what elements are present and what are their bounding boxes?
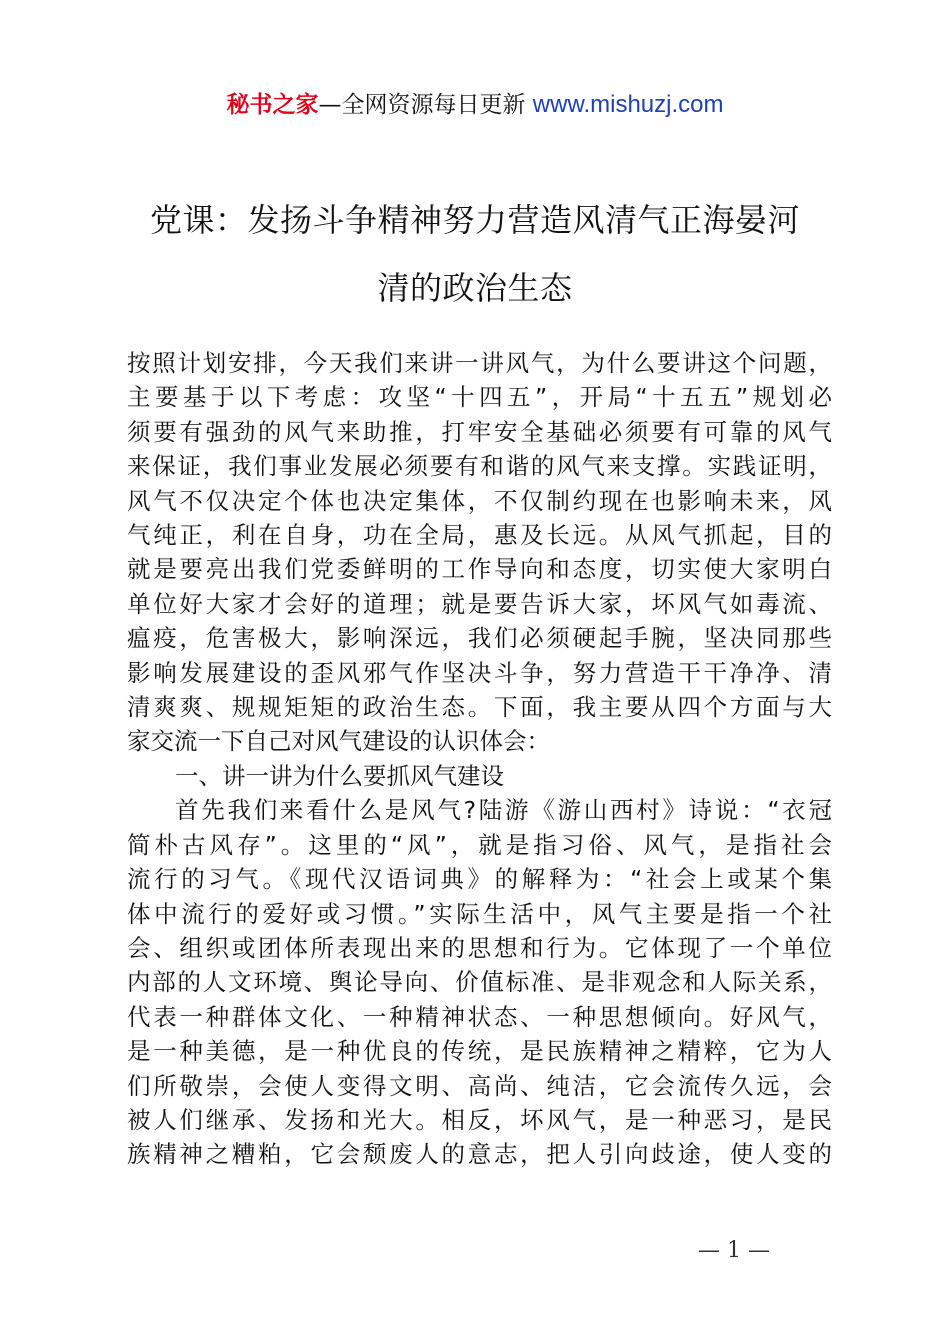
section-heading-1: 一、讲一讲为什么要抓风气建设 <box>175 761 504 790</box>
body-line: 是一种美德，是一种优良的传统，是民族精神之精粹，它为人 <box>127 1037 832 1066</box>
body-line: 气纯正，利在自身，功在全局，惠及长远。从风气抓起，目的 <box>127 521 832 550</box>
body-line: 来保证，我们事业发展必须要有和谐的风气来支撑。实践证明， <box>127 452 832 481</box>
document-title <box>60 186 890 322</box>
header-dash: — <box>318 92 342 118</box>
body-line: 须要有强劲的风气来助推，打牢安全基础必须要有可靠的风气 <box>127 417 832 446</box>
body-line: 首先我们来看什么是风气?陆游《游山西村》诗说：“衣冠 <box>175 796 832 825</box>
title-line-1: 党课：发扬斗争精神努力营造风清气正海晏河 <box>149 201 800 239</box>
body-line: 族精神之糟粕，它会颓废人的意志，把人引向歧途，使人变的 <box>127 1140 832 1169</box>
body-line: 瘟疫，危害极大，影响深远，我们必须硬起手腕，坚决同那些 <box>127 624 832 653</box>
body-line: 会、组织或团体所表现出来的思想和行为。它体现了一个单位 <box>127 933 832 962</box>
header-slogan: 全网资源每日更新 <box>341 92 526 118</box>
body-line: 简朴古风存”。这里的“风”，就是指习俗、风气，是指社会 <box>127 830 832 859</box>
site-url-link[interactable]: www.mishuzj.com <box>532 91 724 118</box>
body-line: 家交流一下自己对风气建设的认识体会： <box>127 727 550 756</box>
body-line: 风气不仅决定个体也决定集体，不仅制约现在也影响未来，风 <box>127 486 832 515</box>
body-line: 清爽爽、规规矩矩的政治生态。下面，我主要从四个方面与大 <box>127 693 832 722</box>
body-line: 单位好大家才会好的道理；就是要告诉大家，坏风气如毒流、 <box>127 589 832 618</box>
site-header <box>0 88 950 122</box>
body-line: 被人们继承、发扬和光大。相反，坏风气，是一种恶习，是民 <box>127 1105 832 1134</box>
body-line: 影响发展建设的歪风邪气作坚决斗争，努力营造干干净净、清 <box>127 658 832 687</box>
body-line: 按照计划安排，今天我们来讲一讲风气，为什么要讲这个问题， <box>127 349 832 377</box>
body-line: 代表一种群体文化、一种精神状态、一种思想倾向。好风气， <box>127 1002 832 1031</box>
body-line: 们所敬崇，会使人变得文明、高尚、纯洁，它会流传久远，会 <box>127 1071 832 1100</box>
body-line: 体中流行的爱好或习惯。”实际生活中，风气主要是指一个社 <box>127 899 832 928</box>
title-line-2: 清的政治生态 <box>377 269 573 307</box>
body-line: 主要基于以下考虑：攻坚“十四五”，开局“十五五”规划必 <box>127 383 832 412</box>
body-line: 就是要亮出我们党委鲜明的工作导向和态度，切实使大家明白 <box>127 555 832 584</box>
page-number: — 1 — <box>698 1238 770 1263</box>
document-body <box>127 346 832 1172</box>
body-line: 流行的习气。《现代汉语词典》的解释为：“社会上或某个集 <box>127 865 832 894</box>
body-line: 内部的人文环境、舆论导向、价值标准、是非观念和人际关系， <box>127 968 832 997</box>
brand-name: 秘书之家 <box>226 92 319 118</box>
